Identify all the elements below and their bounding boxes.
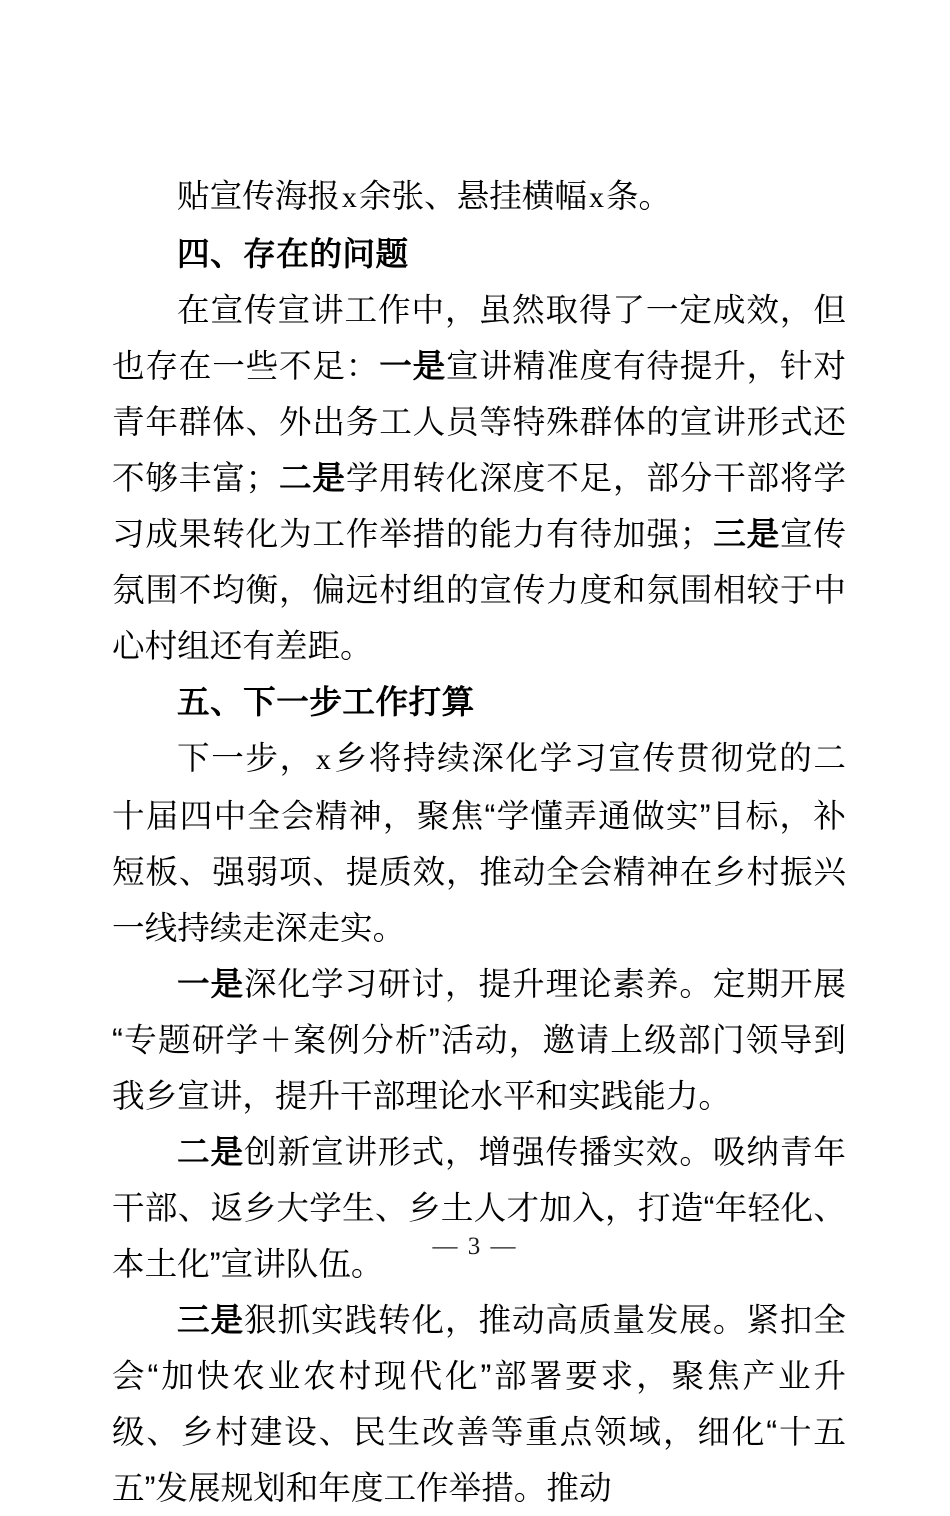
latin-placeholder: x xyxy=(315,743,331,776)
emphasis-run: 二是 xyxy=(177,1133,244,1170)
section-5-paragraph-1 xyxy=(112,730,846,956)
emphasis-run: 一是 xyxy=(177,965,244,1002)
text-run: 宣讲精准度有待提升，针对青年群体、外出务工人员等特殊群体的宣讲形式还不够丰富； xyxy=(112,347,846,496)
section-heading-5: 五、下一步工作打算 xyxy=(177,683,475,720)
emphasis-run: 三是 xyxy=(712,515,780,552)
text-run: 创新宣讲形式，增强传播实效。吸纳青年干部、返乡大学生、乡土人才加入，打造“年轻化、本土化”宣讲队伍。 xyxy=(112,1133,846,1282)
text-run: 学用转化深度不足，部分干部将学习成果转化为工作举措的能力有待加强； xyxy=(112,459,846,552)
continuation-line xyxy=(112,168,846,226)
emphasis-run: 一是 xyxy=(379,347,447,384)
text-run: 深化学习研讨，提升理论素养。定期开展“专题研学＋案例分析”活动，邀请上级部门领导到我乡宣讲，提升干部理论水平和实践能力。 xyxy=(112,965,846,1114)
emphasis-run: 二是 xyxy=(278,459,346,496)
text-run: 在宣传宣讲工作中，虽然取得了一定成效，但也存在一些不足： xyxy=(112,291,846,384)
section-5-measure-2 xyxy=(112,1124,846,1292)
section-heading-4: 四、存在的问题 xyxy=(177,235,409,272)
text-run: 贴宣传海报 xyxy=(177,177,340,214)
text-run: 乡将持续深化学习宣传贯彻党的二十届四中全会精神，聚焦“学懂弄通做实”目标，补短板、强弱项、提质效，推动全会精神在乡村振兴一线持续走深走实。 xyxy=(112,739,846,946)
latin-placeholder: x xyxy=(588,181,604,214)
section-5-measure-1 xyxy=(112,956,846,1124)
section-4-paragraph-1 xyxy=(112,282,846,674)
text-run: 狠抓实践转化，推动高质量发展。紧扣全会“加快农业农村现代化”部署要求，聚焦产业升级、乡村建设、民生改善等重点领域，细化“十五五”发展规划和年度工作举措。推动 xyxy=(112,1301,846,1506)
text-run: 条。 xyxy=(605,177,672,214)
text-run: 余张、悬挂横幅 xyxy=(358,177,587,214)
page-number-footer: — 3 — xyxy=(432,1233,518,1260)
text-run: 宣传氛围不均衡，偏远村组的宣传力度和氛围相较于中心村组还有差距。 xyxy=(112,515,846,664)
latin-placeholder: x xyxy=(341,181,357,214)
text-run: 下一步， xyxy=(177,739,314,776)
emphasis-run: 三是 xyxy=(177,1301,244,1338)
section-5-measure-3 xyxy=(112,1292,846,1516)
document-text-column xyxy=(112,168,846,1516)
